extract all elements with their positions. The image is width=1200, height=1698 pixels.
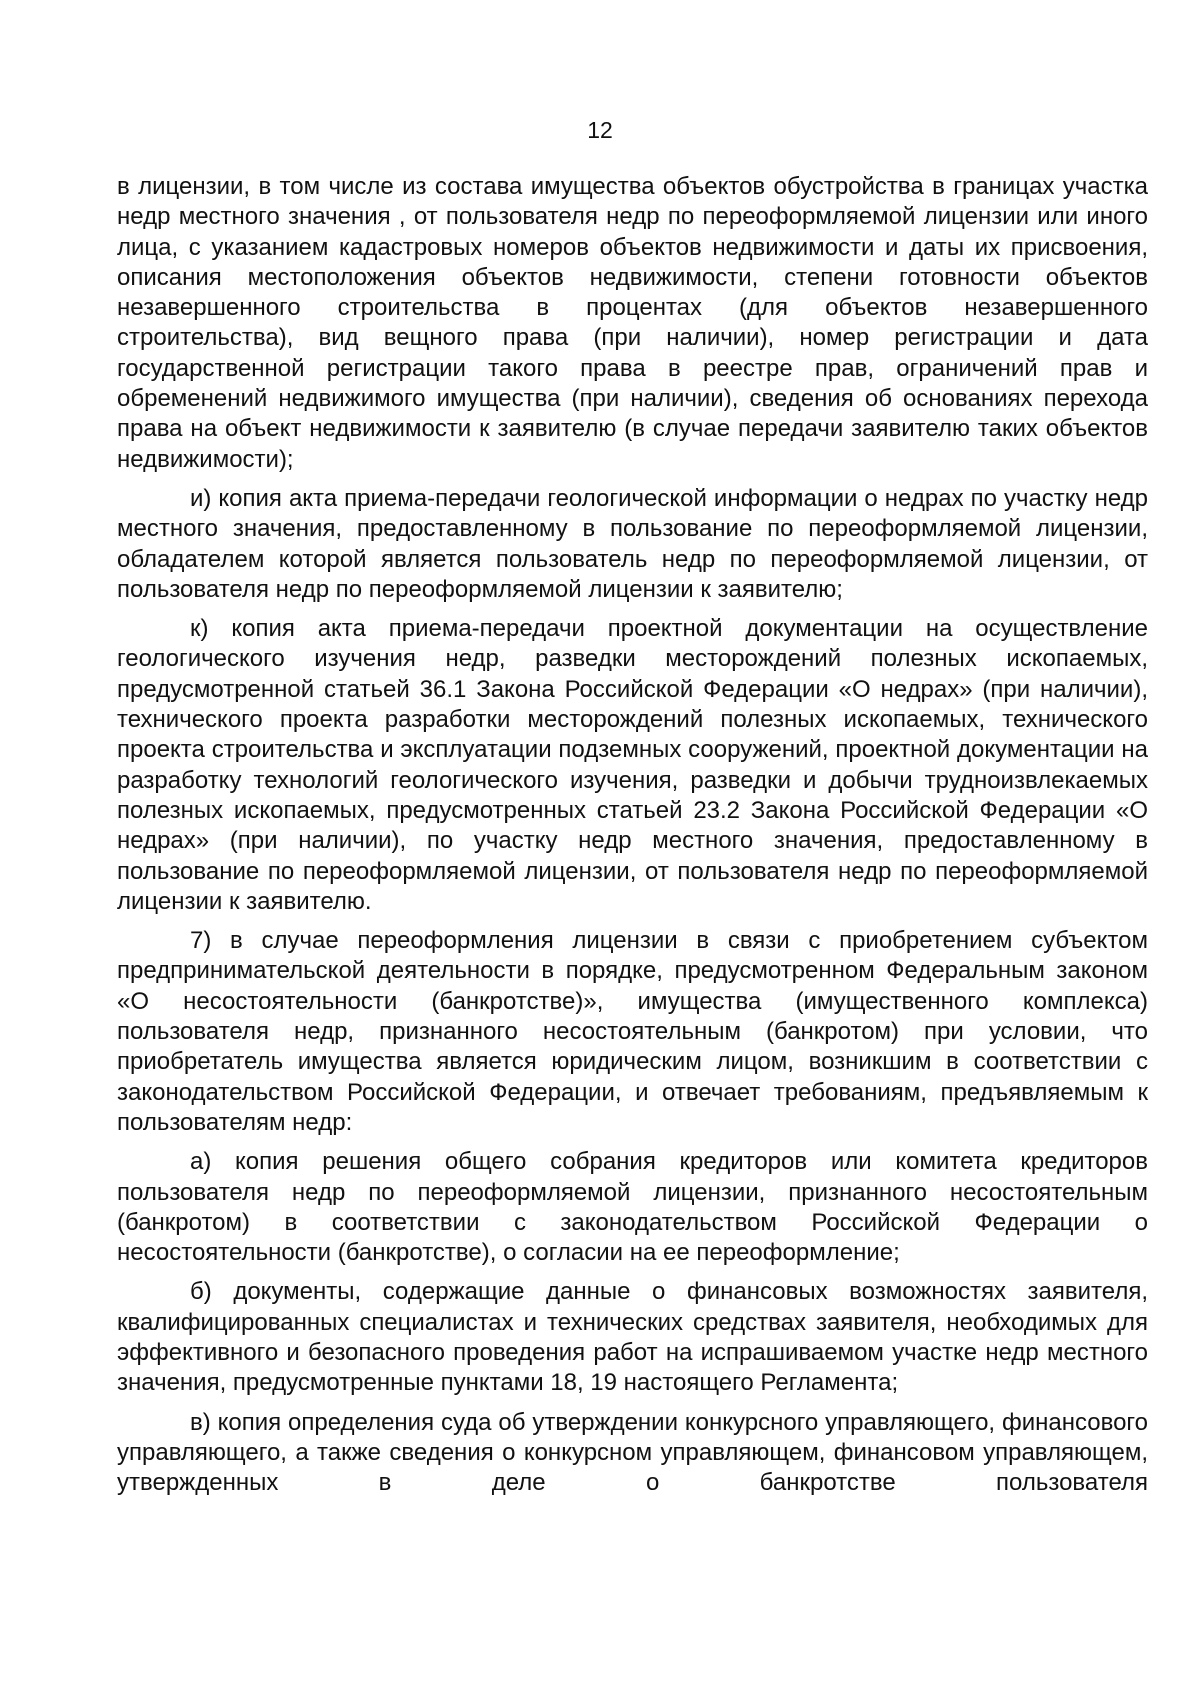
paragraph-item-b: б) документы, содержащие данные о финансовых возможностях заявителя, квалифицированных специалистах и технических средствах заявителя, необходимых для эффективного и безопасного проведения работ на испрашиваемом участке недр местного значения, предусмотренные пунктами 18, 19 настоящего Регламента;: [117, 1278, 1148, 1397]
paragraph-item-a: а) копия решения общего собрания кредиторов или комитета кредиторов пользователя недр по переоформляемой лицензии, признанного несостоятельным (банкротом) в соответствии с законодательством Российской Федерации о несостоятельности (банкротстве), о согласии на ее переоформление;: [117, 1148, 1148, 1267]
page-number: 12: [587, 117, 613, 143]
paragraph-item-v: в) копия определения суда об утверждении конкурсного управляющего, финансового управляющего, а также сведения о конкурсном управляющем, финансовом управляющем, утвержденных в деле о банкротстве пользователя: [117, 1408, 1148, 1497]
paragraph-continuation: в лицензии, в том числе из состава имущества объектов обустройства в границах участка недр местного значения , от пользователя недр по переоформляемой лицензии или иного лица, с указанием кадастровых номеров объектов недвижимости и даты их присвоения, описания местоположения объектов недвижимости, степени готовности объектов незавершенного строительства в процентах (для объектов незавершенного строительства), вид вещного права (при наличии), номер регистрации и дата государственной регистрации такого права в реестре прав, ограничений прав и обременений недвижимого имущества (при наличии), сведения об основаниях перехода права на объект недвижимости к заявителю (в случае передачи заявителю таких объектов недвижимости);: [117, 173, 1148, 473]
paragraph-item-k: к) копия акта приема-передачи проектной документации на осуществление геологического изучения недр, разведки месторождений полезных ископаемых, предусмотренной статьей 36.1 Закона Российской Федерации «О недрах» (при наличии), технического проекта разработки месторождений полезных ископаемых, технического проекта строительства и эксплуатации подземных сооружений, проектной документации на разработку технологий геологического изучения, разведки и добычи трудноизвлекаемых полезных ископаемых, предусмотренных статьей 23.2 Закона Российской Федерации «О недрах» (при наличии), по участку недр местного значения, предоставленному в пользование по переоформляемой лицензии, от пользователя недр по переоформляемой лицензии к заявителю.: [117, 615, 1148, 915]
paragraph-item-7: 7) в случае переоформления лицензии в связи с приобретением субъектом предпринимательской деятельности в порядке, предусмотренном Федеральным законом «О несостоятельности (банкротстве)», имущества (имущественного комплекса) пользователя недр, признанного несостоятельным (банкротом) при условии, что приобретатель имущества является юридическим лицом, возникшим в соответствии с законодательством Российской Федерации, и отвечает требованиям, предъявляемым к пользователям недр:: [117, 927, 1148, 1136]
paragraph-item-i: и) копия акта приема-передачи геологической информации о недрах по участку недр местного значения, предоставленному в пользование по переоформляемой лицензии, обладателем которой является пользователь недр по переоформляемой лицензии, от пользователя недр по переоформляемой лицензии к заявителю;: [117, 484, 1148, 603]
document-body: [117, 172, 1148, 1498]
